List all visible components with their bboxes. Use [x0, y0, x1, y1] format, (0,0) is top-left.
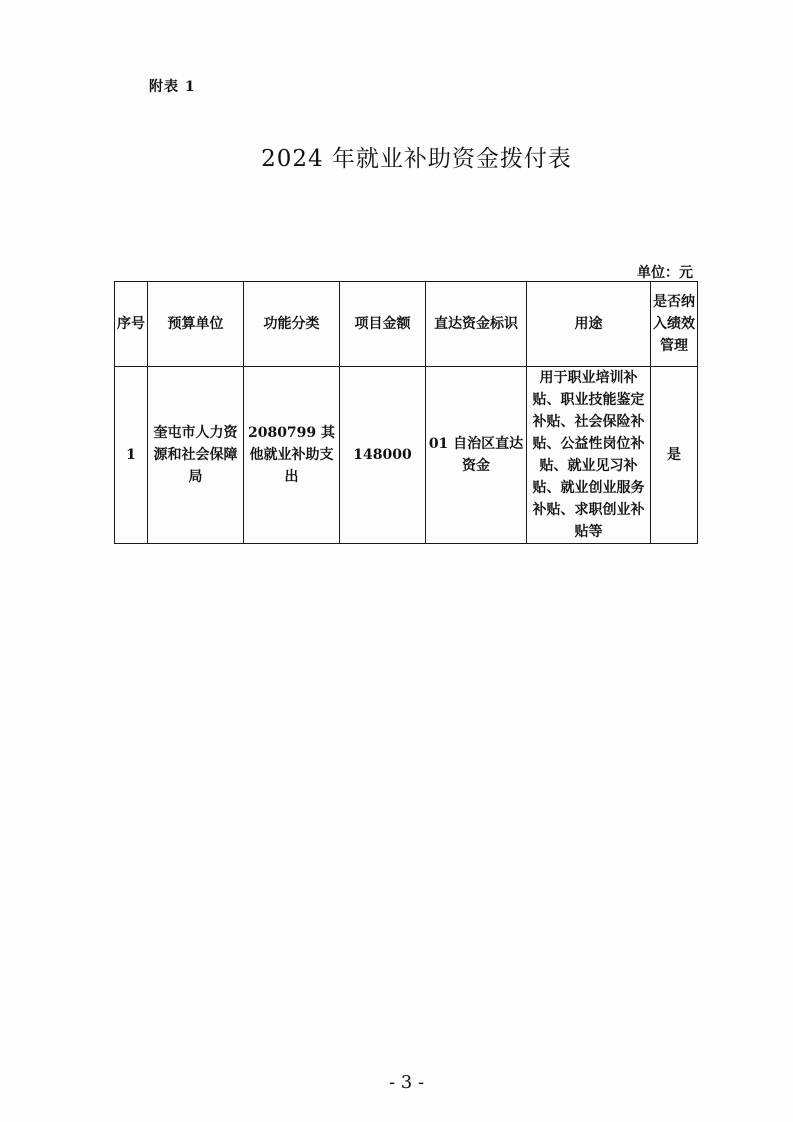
cell-direct-fund-id: 01 自治区直达资金 [426, 367, 527, 544]
cell-amount: 148000 [340, 367, 426, 544]
header-direct-fund-id: 直达资金标识 [426, 282, 527, 367]
header-function-class: 功能分类 [244, 282, 340, 367]
cell-purpose: 用于职业培训补贴、职业技能鉴定补贴、社会保险补贴、公益性岗位补贴、就业见习补贴、就业创业服务补贴、求职创业补贴等 [527, 367, 651, 544]
header-amount: 项目金额 [340, 282, 426, 367]
cell-function-class: 2080799 其他就业补助支出 [244, 367, 340, 544]
unit-label: 单位：元 [637, 265, 693, 281]
fund-allocation-table [114, 281, 698, 544]
cell-budget-unit: 奎屯市人力资源和社会保障局 [148, 367, 244, 544]
header-seq: 序号 [115, 282, 148, 367]
table-header-row [115, 282, 698, 367]
page-title: 2024 年就业补助资金拨付表 [261, 146, 572, 172]
header-budget-unit: 预算单位 [148, 282, 244, 367]
header-purpose: 用途 [527, 282, 651, 367]
cell-seq: 1 [115, 367, 148, 544]
header-performance-managed: 是否纳入绩效管理 [651, 282, 698, 367]
table-row [115, 367, 698, 544]
attachment-label: 附表 1 [149, 79, 196, 95]
page-number: - 3 - [388, 1072, 425, 1093]
cell-performance-managed: 是 [651, 367, 698, 544]
